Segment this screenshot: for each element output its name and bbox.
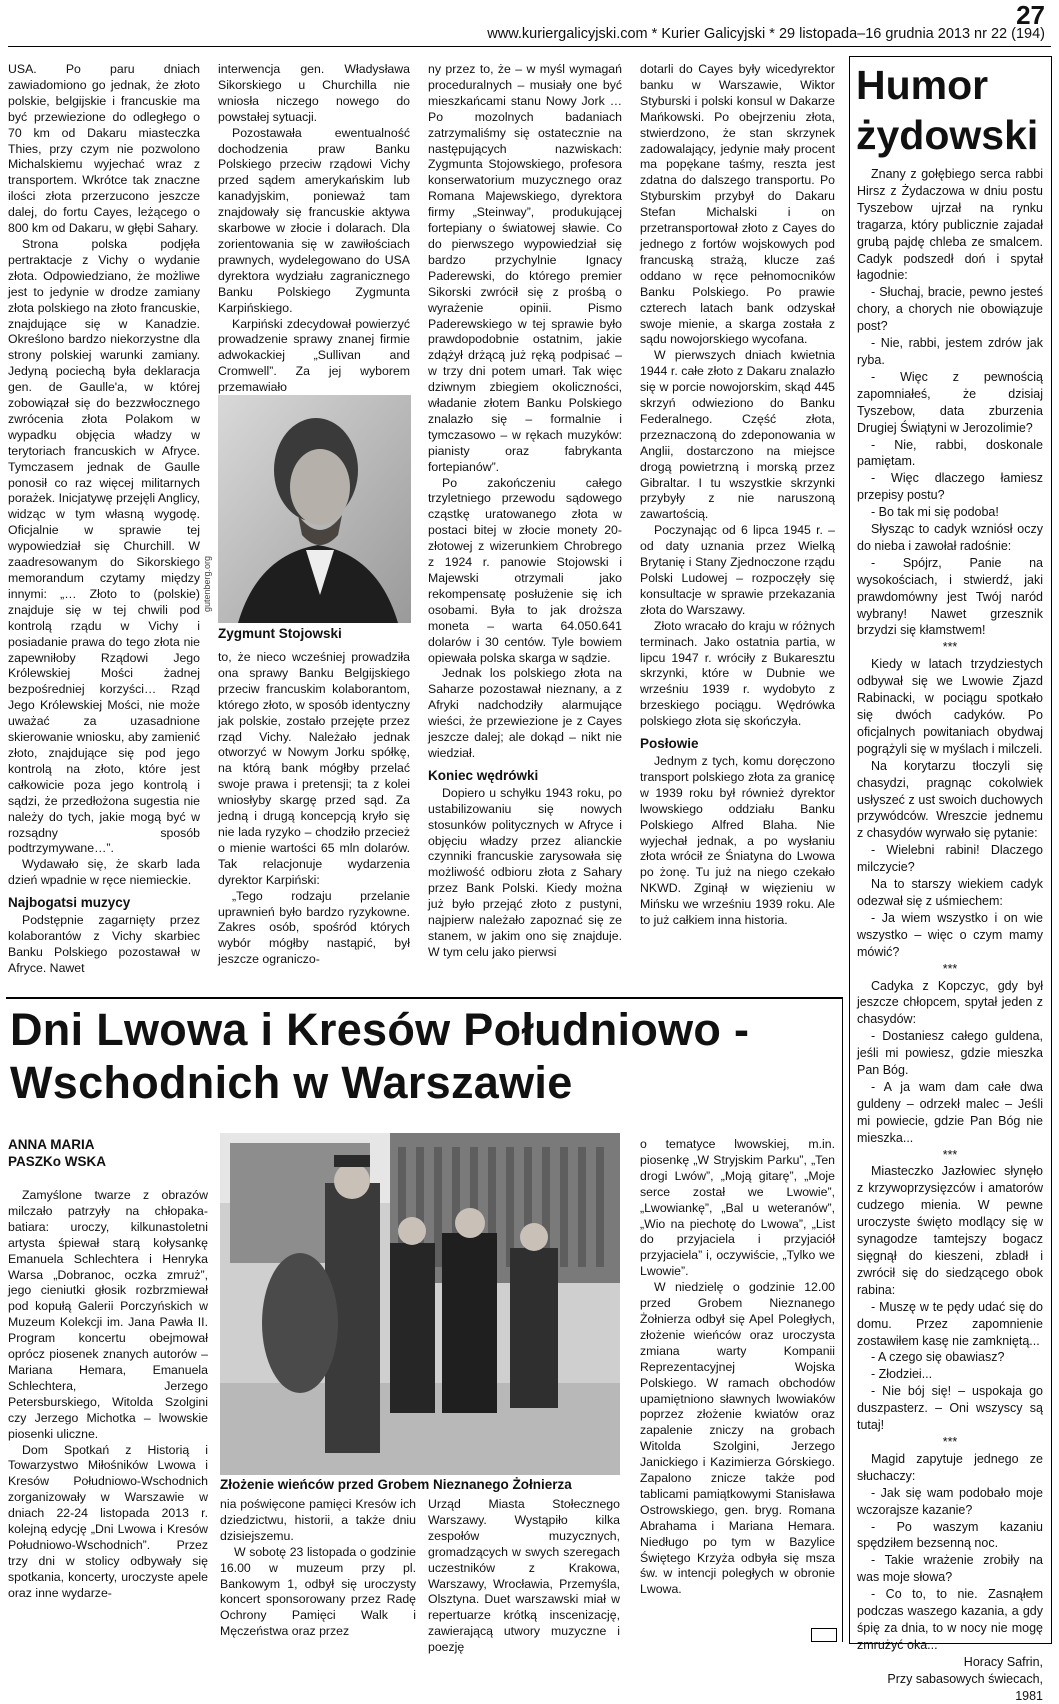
article-title (10, 1003, 749, 1109)
paragraph: Dopiero u schyłku 1943 roku, po ustabilizowaniu się nowych stosunków politycznych w Afryce i objęciu władzy przez alianckie czynniki francuskie zarysowała się możliwość odbioru złota z Sahary przez Bank Polski. Kiedy można już było przejąć złoto z pustyni, najpierw należało zapoznać się ze stanem, w jakim ono się znajduje. W tym celu jako pierwsi (428, 785, 622, 959)
page-number: 27 (1016, 0, 1045, 30)
paragraph: Złoto wracało do kraju w różnych terminach. Jako ostatnia partia, w lipcu 1947 r. wróciły z Bukaresztu skrzynki, które w Dubnie we wrześniu 1939 r. wydobyto z brzeskiego pociągu. Wędrówka polskiego złota się skończyła. (640, 618, 835, 729)
ceremony-photo (220, 1133, 620, 1475)
section-heading: Najbogatsi muzycy (8, 895, 131, 911)
paragraph: ny przez to, że – w myśl wymagań proceduralnych – musiały one być mieszkańcami stanu Nowy Jork …Po mozolnych badaniach zatrzymaliśmy się ostatecznie na następujących nazwiskach: Zygmunta Stojowskiego, profesora konserwatorium muzycznego oraz Romana Majewskiego, dyrektora firmy „Steinway”, produkującej fortepiany o światowej sławie. Co do pierwszego wypowiedział się bardzo przychylnie Ignacy Paderewski, do którego premier Sikorski zwrócił się z prośbą o wyrażenie opinii. Pismo Paderewskiego w tej sprawie było prawdopodobnie ostatnim, jakie zdążył drżącą już ręką podpisać – w trzy dni potem umarł. Tak więc dziwnym zbiegiem okoliczności, władanie złotem Banku Polskiego znalazło się – formalnie i tymczasowo – w rękach muzyków: pianisty oraz fabrykanta fortepianów”. (428, 62, 622, 474)
paragraph: „Tego rodzaju przelanie uprawnień było bardzo ryzykowne. Zakres osób, spośród których wybór mógłby nastąpić, był jeszcze ograniczo- (218, 888, 410, 967)
paragraph: - Po waszym kazaniu spędziłem bezsenną noc. (857, 1519, 1043, 1551)
article-column-4 (640, 62, 835, 929)
article2-column-2 (220, 1497, 416, 1640)
separator-stars: *** (942, 961, 958, 976)
header-rule (8, 46, 1051, 47)
paragraph: - A ja wam dam całe dwa guldeny – odrzekł malec – Jeśli mi powiecie, gdzie Pan Bóg nie mieszka... (857, 1079, 1043, 1145)
paragraph: - Jak się wam podobało moje wczorajsze kazanie? (857, 1485, 1043, 1517)
paragraph: - Złodziei... (871, 1367, 933, 1382)
page-header (0, 0, 1059, 48)
paragraph: - Więc z pewnością zapomniałeś, że dzisiaj Tyszebow, data zburzenia Drugiej Świątyni w Jerozolimie? (857, 369, 1043, 435)
paragraph: W sobotę 23 listopada o godzinie 16.00 w muzeum przy pl. Bankowym 1, odbył się uroczysty koncert sponsorowany przez Radę Ochrony Pamięci Walk i Męczeństwa oraz przez (220, 1544, 416, 1639)
paragraph: dotarli do Cayes były wicedyrektor banku w Warszawie, Wiktor Styburski i polski konsul w Dakarze Mańkowski. Po obejrzeniu złota, stwierdzono, że stan skrzynek zadowalający, jedynie mały procent ma popękane taśmy, reszta jest zdatna do dalszego transportu. Po Styburskim przybył do Dakaru Stefan Michalski i on przetransportował złoto z Cayes do jednego z fortów wojskowych pod francuską strażą, klucze zaś oddano w ręce pełnomocników Banku Polskiego. Po prawie czterech latach bank odzyskał swoje mienie, a skarga została z sądu nowojorskiego wycofana. (640, 62, 835, 347)
paragraph: Magid zapytuje jednego ze słuchaczy: (857, 1451, 1043, 1483)
photo-credit: gutenberg.org (202, 555, 212, 612)
section-heading: Posłowie (640, 736, 699, 752)
section-heading: Koniec wędrówki (428, 767, 539, 783)
paragraph: - Wielebni rabini! Dlaczego milczycie? (857, 843, 1043, 875)
footer-marker-box (811, 1628, 837, 1642)
paragraph: - A czego się obawiasz? (871, 1350, 1005, 1365)
portrait-photo (218, 395, 411, 623)
signature-source: Przy sabasowych świecach, 1981 (887, 1671, 1043, 1703)
photo-caption: Zygmunt Stojowski (218, 626, 342, 641)
paragraph: Kiedy w latach trzydziestych odbywał się we Lwowie Zjazd Rabinacki, w pociągu spotkało się dwóch cadyków. Po oficjalnych powitaniach obydwaj pogrążyli się w myślach i milczeli. (857, 657, 1043, 756)
humor-column (857, 166, 1043, 1704)
paragraph: - Co to, to nie. Zasnąłem podczas waszego kazania, a gdy śpię za dnia, to w nocy nie mogę zmrużyć oka... (857, 1587, 1043, 1652)
paragraph: Pozostawała ewentualność dochodzenia praw Banku Polskiego przeciw rządowi Vichy przed sądem amerykańskim lub kanadyjskim, ponieważ tam znajdowały się francuskie aktywa skarbowe w złocie i dolarach. Dla zorientowania się w zawiłościach prawnych, wydelegowano do USA dyrektora wydziału zagranicznego Banku Polskiego Zygmunta Karpińskiego. (218, 125, 410, 315)
article-title-line-1: Dni Lwowa i Kresów Południowo - (10, 1004, 750, 1055)
paragraph: - Takie wrażenie zrobiły na was moje słowa? (857, 1553, 1043, 1585)
article-author (8, 1136, 106, 1170)
paragraph: Miasteczko Jazłowiec słynęło z krzywoprzysięzców i amatorów cudzego mienia. W pewne uroczyste święto modlący się w synagodze tamtejszy bogacz sięgnął do kieszeni, zbladł i zwrócił się do siedzącego obok rabina: (857, 1164, 1043, 1297)
paragraph: - Nie, rabbi, doskonale pamiętam. (857, 437, 1043, 469)
paragraph: Urząd Miasta Stołecznego Warszawy. Wystąpiło kilka zespołów muzycznych, gromadzących w swych szeregach uczestników z Krakowa, Warszawy, Wrocławia, Przemyśla, Olsztyna. Duet warszawski miał w repertuarze krótką inscenizację, zawierającą utwory muzyczne i poezję (428, 1497, 620, 1655)
paragraph: Słysząc to cadyk wzniósł oczy do nieba i zawołał radośnie: (857, 522, 1043, 553)
separator-stars: *** (942, 1434, 958, 1449)
paragraph: Jednym z tych, komu doręczono transport polskiego złota za granicę w 1939 roku był również dyrektor lwowskiego oddziału Banku Polskiego Alfred Blaha. Nie wyjechał jednak, a po wysłaniu złota wrócił ze Śniatyna do Lwowa po żonę. Tu już na niego czekało NKWD. Zginął w więzieniu w Mińsku we wrześniu 1939 roku. Ale to już całkiem inna historia. (640, 753, 835, 928)
paragraph: to, że nieco wcześniej prowadziła ona sprawy Banku Belgijskiego przeciw francuskim kolaborantom, którego złoto, w sposób identyczny jak polskie, zostało przejęte przez rząd Vichy. Należało jednak otworzyć w Nowym Jorku spółkę, na którą bank mógłby przelać swoje prawa i pretensji; ta z kolei wniosłyby skargę przed sąd. Za jedną i drugą koncepcją kryło się nie lada ryzyko – chodziło przecież o mienie wartości 65 mln dolarów. Tak relacjonuje wydarzenia dyrektor Karpiński: (218, 650, 410, 887)
paragraph: Poczynając od 6 lipca 1945 r. – od daty uznania przez Wielką Brytanię i Stany Zjednoczone rządu Polski Ludowej – rozpoczęły się konsultacje w sprawie przekazania złota do Warszawy. (640, 523, 835, 617)
paragraph: Dom Spotkań z Historią i Towarzystwo Miłośników Lwowa i Kresów Południowo-Wschodnich zorganizowały w Warszawie w dniach 22-24 listopada 2013 r. kolejną edycję „Dni Lwowa i Kresów Południowo-Wschodnich”. Przez trzy dni w stolicy odbywały się spotkania, koncerty, uroczyste apele oraz inne wydarze- (8, 1442, 208, 1600)
paragraph: USA. Po paru dniach zawiadomiono go jednak, że złoto polskie, belgijskie i francuskie ma być przewiezione do odległego o 70 km od Dakaru miasteczka Thies, przy czym nie pozwolono Michalskiemu wyjechać wraz z transportem. Wkrótce tak znaczne ilości złota przerzucono jeszcze dalej, do fortu Cayes, leżącego o 800 km od Dakaru, w głębi Sahary. (8, 62, 200, 236)
humor-title: Humor żydowski (856, 62, 1039, 158)
paragraph: - Spójrz, Panie na wysokościach, i stwierdź, jaki prawdomówny jest Twój naród wybrany! Nawet grzesznik brzydzi się kłamstwem! (857, 555, 1043, 638)
portrait-image (218, 395, 411, 623)
article2-column-4 (640, 1137, 835, 1598)
paragraph: Znany z gołębiego serca rabbi Hirsz z Żydaczowa w dniu postu Tyszebow ujrzał na rynku tragarza, który publicznie zajadał grubą pajdę chleba ze smalcem. Cadyk podszedł doń i spytał łagodnie: (857, 167, 1043, 283)
paragraph: W pierwszych dniach kwietnia 1944 r. całe złoto z Dakaru znalazło się w porcie nowojorskim, skąd 445 skrzyń odwieziono do Banku Federalnego. Część złota, przeznaczoną do zdeponowania w Anglii, dostarczono na miejsce drogą powietrzną i morską przez Gibraltar. I tu wszystkie skrzynki przybyły z nie naruszoną zawartością. (640, 348, 835, 522)
article-column-1 (8, 62, 200, 977)
signature-author: Horacy Safrin, (963, 1654, 1043, 1669)
paragraph: - Nie, rabbi, jestem zdrów jak ryba. (857, 336, 1043, 367)
author-last-name: PASZKo WSKA (8, 1154, 106, 1169)
separator-stars: *** (942, 1147, 958, 1162)
paragraph: Strona polska podjęła pertraktacje z Vichy o wydanie złota. Odpowiedziano, że możliwe jest to jedynie w drodze zamiany złota polskiego na złoto francuskie, znajdujące się w Kanadzie. Określono bardzo niekorzystne dla strony polskiej warunki zamiany. Jedyną pociechą była deklaracja gen. de Gaulle'a, w której zobowiązał się do bezzwłocznego zwrócenia złota Polakom w wypadku objęcia władzy w terytoriach francuskich w Afryce. Tymczasem jednak de Gaulle ponosił co raz więcej militarnych porażek. Inicjatywę przejęli Anglicy, widząc w tym własną wygodę. Oficjalnie w sprawie tej wypowiedział się Churchill. W zaadresowanym do Sikorskiego memorandum czytamy między innymi: „… Złoto to (polskie) znajduje się w tej chwili pod kontrolą rządu w Vichy i posiadanie prawa do tego złota nie zapewniłoby Rządowi Jego Królewskiej Mości żadnej bezpośredniej korzyści… Rząd Jego Królewskiej Mości, nie może uważać za uzasadnione skierowanie wniosku, aby zamienić złoto, znajdujące się pod jego kontrolą na złoto, które jest całkowicie poza jego kontrolą i sądzi, że przedłożona sugestia nie należy do tych, jakie mogą być w rozsądny sposób podtrzymywane…”. (8, 236, 200, 856)
ceremony-image (220, 1133, 620, 1475)
separator-stars: *** (942, 640, 958, 655)
paragraph: Na to starszy wiekiem cadyk odezwał się z uśmiechem: (857, 877, 1043, 908)
article-box-top-rule (6, 997, 842, 999)
paragraph: Jednak los polskiego złota na Saharze pozostawał nieznany, a z Afryki nadchodziły alarmujące wieści, że przewiezione je z Cayes jeszcze dalej; ale dokąd – nikt nie wiedział. (428, 666, 622, 760)
paragraph: W niedzielę o godzinie 12.00 przed Grobem Nieznanego Żołnierza odbył się Apel Poległych, złożenie wieńców oraz uroczysta zmiana warty Kompanii Reprezentacyjnej Wojska Polskiego. W ramach obchodów upamiętniono sławnych lwowiaków poprzez złożenie kwiatów oraz zapalenie zniczy na grobach Witolda Szolgini, Jerzego Janickiego i Kazimierza Górskiego. Zapalono znicze także pod tablicami pamiątkowymi Stanisława Ostrowskiego, gen. bryg. Romana Abrahama i Mariana Hemara. Niedługo po tym w Bazylice Świętego Krzyża odbyła się msza św. w intencji poległych w obronie Lwowa. (640, 1280, 835, 1597)
article-column-2-top (218, 62, 410, 396)
article2-column-1 (8, 1188, 208, 1602)
paragraph: interwencja gen. Władysława Sikorskiego u Churchilla nie wniosła niczego nowego do powstałej sytuacji. (218, 62, 410, 124)
paragraph: nia poświęcone pamięci Kresów ich dziedzictwu, historii, a także dniu dzisiejszemu. (220, 1497, 416, 1543)
paragraph: - Nie bój się! – uspokaja go duszpasterz. – Oni wszyscy są tutaj! (857, 1384, 1043, 1433)
paragraph: - Muszę w te pędy udać się do domu. Przez zapomnienie zostawiłem kasę nie zamkniętą... (857, 1299, 1043, 1348)
paragraph: Wydawało się, że skarb lada dzień wpadnie w ręce niemieckie. (8, 857, 200, 888)
paragraph: Po zakończeniu całego trzyletniego przewodu sądowego cząstkę uratowanego złota w postaci bitej w złocie monety 20-złotowej z wizerunkiem Chrobrego z 1924 r. panowie Stojowski i Majewski otrzymali jako rekompensatę posłużenie się ich osobami. Była to jak droższa moneta – warta 64.050.641 dolarów i 30 centów. Tyle bowiem opiewała polska skarga w sądzie. (428, 475, 622, 665)
paragraph: o tematyce lwowskiej, m.in. piosenkę „W Stryjskim Parku”, „Ten drogi Lwów”, „Moją gitarę”, „Moje serce został we Lwowie”, „Lwowiankę”, „Bal u weteranów”, „Wio na piechotę do Lwowa”, „List do przyjaciela i przyjaciół przyjaciela” i, oczywiście, „Tylko we Lwowie”. (640, 1137, 835, 1279)
author-first-name: ANNA MARIA (8, 1137, 95, 1152)
paragraph: Karpiński zdecydował powierzyć prowadzenie sprawy znanej firmie adwokackiej „Sullivan and Cromwell”. Za jej wyborem przemawiało (218, 316, 410, 395)
paragraph: - Bo tak mi się podoba! (871, 505, 999, 520)
paragraph: Zamyślone twarze z obrazów milczało patrzyły na chłopaka-batiara: uroczy, kilkunastoletni artysta śpiewał starą kołysankę Emanuela Schlechtera i Henryka Warsa „Dobranoc, oczka zmruż”, jego cieniutki głosik rozbrzmiewał pod kopułą Galerii Porczyńskich w Muzeum Kolekcji im. Jana Pawła II. Program koncertu obejmował oprócz piosenek znanych autorów – Mariana Hemara, Emanuela Schlechtera, Jerzego Petersburskiego, Witolda Szolgini czy Jerzego Michotka – lwowskie piosenki uliczne. (8, 1188, 208, 1441)
paragraph: - Słuchaj, bracie, pewno jesteś chory, a chorych nie obowiązuje post? (857, 285, 1043, 334)
article-box-right-rule (842, 997, 843, 1642)
article-title-line-2: Wschodnich w Warszawie (10, 1057, 573, 1108)
paragraph: - Ja wiem wszystko i on wie wszystko – więc o czym mamy mówić? (857, 910, 1043, 959)
article2-column-3 (428, 1497, 620, 1656)
paragraph: Na korytarzu tłoczyli się chasydzi, pragnąc cokolwiek usłyszeć z ust swoich duchowych przywódców. Wreszcie jednemu z chasydów wyrwało się pytanie: (857, 758, 1043, 841)
ceremony-photo-caption: Złożenie wieńców przed Grobem Nieznanego Żołnierza (220, 1477, 572, 1492)
paragraph: - Więc dlaczego łamiesz przepisy postu? (857, 471, 1043, 503)
paragraph: Podstępnie zagarnięty przez kolaborantów z Vichy skarbiec Banku Polskiego pozostawał w Afryce. Nawet (8, 913, 200, 975)
article-column-3 (428, 62, 622, 961)
paragraph: - Dostaniesz całego guldena, jeśli mi powiesz, gdzie mieszka Pan Bóg. (857, 1029, 1043, 1078)
paragraph: Cadyka z Kopczyc, gdy był jeszcze chłopcem, spytał jeden z chasydów: (857, 978, 1043, 1027)
article-column-2-bottom (218, 650, 410, 968)
masthead-line: www.kuriergalicyjski.com * Kurier Galicyjski * 29 listopada–16 grudnia 2013 nr 22 (194) (487, 26, 1045, 42)
